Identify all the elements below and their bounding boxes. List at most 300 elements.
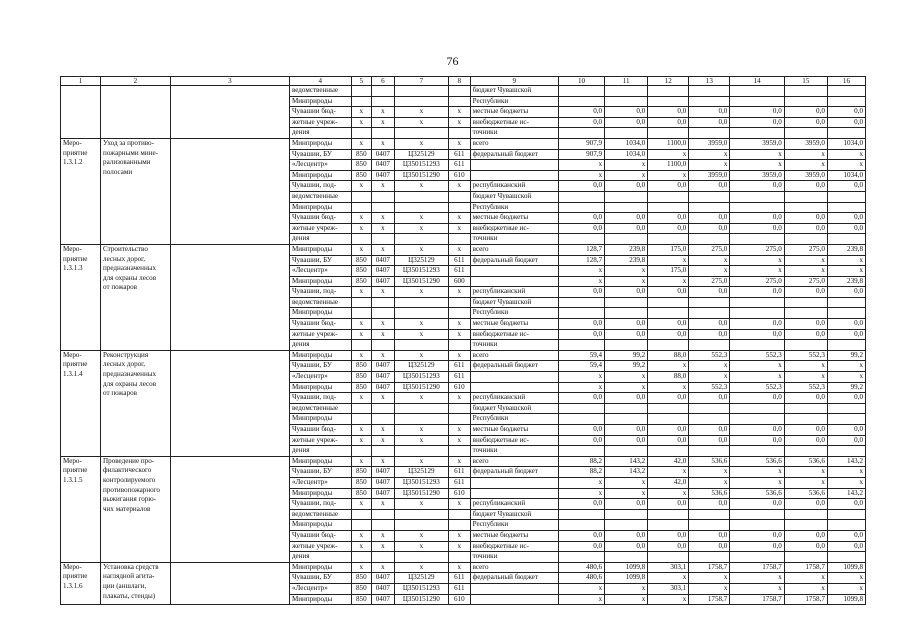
value-cell: x	[648, 255, 689, 266]
funding-source-cell: бюджет Чувашской	[470, 509, 558, 520]
measure-name-cell	[101, 244, 171, 350]
code-cell: x	[372, 244, 395, 255]
value-cell: 275,0	[730, 244, 784, 255]
code-cell	[372, 446, 395, 457]
value-cell	[784, 96, 827, 107]
value-cell	[558, 297, 604, 308]
value-cell: x	[827, 583, 865, 594]
value-cell: x	[648, 488, 689, 499]
value-cell: 0,0	[827, 329, 865, 340]
value-cell: x	[730, 266, 784, 277]
code-cell: x	[449, 562, 471, 573]
measure-name-line: для охраны лесов	[103, 273, 157, 282]
value-cell: 0,0	[827, 223, 865, 234]
code-cell	[449, 520, 471, 531]
code-cell	[351, 520, 372, 531]
responsible-cell: Минприроды	[289, 562, 351, 573]
value-cell: x	[648, 276, 689, 287]
responsible-cell: ведомственные	[289, 403, 351, 414]
funding-source-cell: федеральный бюджет	[470, 573, 558, 584]
value-cell: x	[605, 170, 648, 181]
value-cell	[827, 96, 865, 107]
measure-label-line: Меро-	[63, 562, 82, 571]
value-cell: 99,2	[605, 350, 648, 361]
responsible-cell: Минприроды	[289, 202, 351, 213]
code-cell: Ц325129	[394, 149, 448, 160]
value-cell: 99,2	[827, 350, 865, 361]
value-cell: 0,0	[784, 425, 827, 436]
code-cell: Ц350151290	[394, 594, 448, 605]
value-cell	[784, 191, 827, 202]
code-cell	[351, 509, 372, 520]
value-cell	[730, 202, 784, 213]
code-cell: x	[372, 107, 395, 118]
funding-source-cell: Республики	[470, 96, 558, 107]
value-cell: 0,0	[827, 213, 865, 224]
code-cell: x	[351, 350, 372, 361]
value-cell: 536,6	[784, 456, 827, 467]
code-cell: 600	[449, 276, 471, 287]
code-cell	[449, 202, 471, 213]
value-cell: 0,0	[648, 499, 689, 510]
value-cell: 0,0	[605, 213, 648, 224]
responsible-cell: Минприроды	[289, 96, 351, 107]
responsible-cell: Минприроды	[289, 244, 351, 255]
code-cell: 610	[449, 170, 471, 181]
responsible-cell: Чувашии бюд-	[289, 425, 351, 436]
value-cell	[558, 446, 604, 457]
measure-name-line: Реконструкция	[103, 350, 149, 359]
code-cell: x	[394, 499, 448, 510]
value-cell	[605, 96, 648, 107]
value-cell	[827, 552, 865, 563]
value-cell: 0,0	[648, 107, 689, 118]
measure-name-line: филактического	[103, 466, 152, 475]
value-cell: 275,0	[730, 276, 784, 287]
value-cell: x	[784, 583, 827, 594]
value-cell: x	[558, 266, 604, 277]
value-cell	[827, 520, 865, 531]
value-cell: 0,0	[605, 117, 648, 128]
funding-source-cell: Республики	[470, 202, 558, 213]
header-cell: 6	[372, 77, 395, 86]
code-cell: x	[372, 319, 395, 330]
measure-name-line: Установка средств	[103, 562, 159, 571]
value-cell: x	[605, 488, 648, 499]
value-cell: x	[827, 149, 865, 160]
value-cell: 1100,0	[648, 138, 689, 149]
code-cell: Ц350151290	[394, 488, 448, 499]
code-cell: 850	[351, 255, 372, 266]
value-cell: x	[827, 467, 865, 478]
code-cell: 850	[351, 372, 372, 383]
value-cell: x	[689, 160, 730, 171]
code-cell	[372, 86, 395, 97]
responsible-cell: «Лесцентр»	[289, 477, 351, 488]
value-cell: 536,6	[730, 456, 784, 467]
code-cell	[372, 297, 395, 308]
value-cell: x	[784, 372, 827, 383]
value-cell	[689, 403, 730, 414]
funding-source-cell: точники	[470, 234, 558, 245]
value-cell: x	[689, 467, 730, 478]
responsible-cell: жетные учреж-	[289, 435, 351, 446]
table-row	[61, 350, 866, 361]
code-cell: x	[394, 456, 448, 467]
value-cell	[689, 191, 730, 202]
measure-name-line: от пожаров	[103, 389, 138, 398]
value-cell: 0,0	[784, 329, 827, 340]
measure-label-line: 1.3.1.5	[63, 475, 83, 484]
code-cell: x	[372, 435, 395, 446]
value-cell: x	[827, 255, 865, 266]
code-cell	[351, 202, 372, 213]
code-cell: x	[394, 562, 448, 573]
value-cell: 0,0	[648, 393, 689, 404]
value-cell	[689, 86, 730, 97]
code-cell	[394, 308, 448, 319]
value-cell: 0,0	[827, 541, 865, 552]
value-cell: 42,0	[648, 456, 689, 467]
code-cell	[351, 446, 372, 457]
value-cell: 0,0	[827, 117, 865, 128]
value-cell	[827, 340, 865, 351]
value-cell: 0,0	[730, 319, 784, 330]
value-cell: 175,0	[648, 266, 689, 277]
code-cell: x	[449, 425, 471, 436]
code-cell: x	[351, 562, 372, 573]
value-cell: x	[784, 361, 827, 372]
funding-source-cell: местные бюджеты	[470, 425, 558, 436]
code-cell: x	[372, 138, 395, 149]
value-cell: 3959,0	[689, 170, 730, 181]
measure-name-line: Уход за противо-	[103, 138, 154, 147]
header-cell: 7	[394, 77, 448, 86]
measure-label-line: приятие	[63, 360, 88, 369]
code-cell: x	[449, 117, 471, 128]
code-cell: 0407	[372, 477, 395, 488]
code-cell: x	[351, 138, 372, 149]
code-cell: x	[394, 117, 448, 128]
code-cell: Ц350151290	[394, 276, 448, 287]
measure-label-line: 1.3.1.2	[63, 158, 83, 167]
header-cell: 14	[730, 77, 784, 86]
value-cell: 175,0	[648, 244, 689, 255]
value-cell	[784, 202, 827, 213]
value-cell: 0,0	[689, 223, 730, 234]
code-cell	[449, 446, 471, 457]
responsible-cell: Минприроды	[289, 488, 351, 499]
funding-source-cell: бюджет Чувашской	[470, 191, 558, 202]
funding-source-cell: всего	[470, 562, 558, 573]
value-cell	[730, 128, 784, 139]
value-cell: 275,0	[784, 244, 827, 255]
code-cell	[351, 552, 372, 563]
measure-name-line: полосами	[103, 167, 133, 176]
value-cell: 0,0	[558, 223, 604, 234]
value-cell	[648, 446, 689, 457]
value-cell: 0,0	[605, 530, 648, 541]
value-cell: 0,0	[605, 541, 648, 552]
funding-source-cell	[470, 160, 558, 171]
value-cell: x	[784, 467, 827, 478]
code-cell: 850	[351, 477, 372, 488]
code-cell: x	[372, 329, 395, 340]
value-cell: 0,0	[648, 213, 689, 224]
code-cell: x	[351, 287, 372, 298]
value-cell: 0,0	[648, 541, 689, 552]
code-cell: 611	[449, 477, 471, 488]
value-cell: x	[558, 477, 604, 488]
funding-source-cell: местные бюджеты	[470, 319, 558, 330]
value-cell: x	[605, 594, 648, 605]
value-cell: 0,0	[605, 319, 648, 330]
funding-source-cell: бюджет Чувашской	[470, 86, 558, 97]
code-cell: 0407	[372, 382, 395, 393]
value-cell	[730, 308, 784, 319]
funding-source-cell	[470, 488, 558, 499]
code-cell: 850	[351, 382, 372, 393]
value-cell: 0,0	[689, 435, 730, 446]
code-cell: x	[394, 393, 448, 404]
funding-source-cell	[470, 477, 558, 488]
value-cell: 128,7	[558, 255, 604, 266]
header-cell: 8	[449, 77, 471, 86]
code-cell: x	[394, 223, 448, 234]
measure-name-cell	[101, 138, 171, 244]
code-cell: x	[372, 541, 395, 552]
code-cell	[449, 552, 471, 563]
budget-table	[60, 76, 866, 605]
value-cell: x	[558, 160, 604, 171]
value-cell	[605, 86, 648, 97]
value-cell: 3959,0	[689, 138, 730, 149]
value-cell	[730, 191, 784, 202]
value-cell	[648, 96, 689, 107]
measure-label-line: приятие	[63, 254, 88, 263]
funding-source-cell: республиканский	[470, 499, 558, 510]
value-cell: 99,2	[605, 361, 648, 372]
value-cell	[648, 202, 689, 213]
code-cell: x	[351, 244, 372, 255]
code-cell: x	[351, 319, 372, 330]
value-cell	[558, 128, 604, 139]
code-cell	[351, 308, 372, 319]
funding-source-cell: федеральный бюджет	[470, 255, 558, 266]
header-cell: 13	[689, 77, 730, 86]
value-cell	[648, 297, 689, 308]
code-cell: 0407	[372, 266, 395, 277]
funding-source-cell: республиканский	[470, 181, 558, 192]
value-cell: 1758,7	[784, 594, 827, 605]
code-cell: 611	[449, 573, 471, 584]
value-cell: x	[605, 276, 648, 287]
value-cell	[689, 234, 730, 245]
code-cell: x	[372, 393, 395, 404]
measure-name-line: от пожаров	[103, 283, 138, 292]
value-cell	[827, 414, 865, 425]
code-cell: x	[394, 435, 448, 446]
value-cell: x	[605, 372, 648, 383]
measure-label-cell	[61, 244, 101, 350]
value-cell	[558, 308, 604, 319]
value-cell: x	[827, 477, 865, 488]
value-cell	[784, 509, 827, 520]
value-cell	[648, 552, 689, 563]
code-cell: 610	[449, 594, 471, 605]
code-cell: x	[394, 244, 448, 255]
value-cell: x	[605, 160, 648, 171]
value-cell: 480,6	[558, 573, 604, 584]
code-cell: x	[372, 223, 395, 234]
code-cell: x	[372, 562, 395, 573]
code-cell	[351, 86, 372, 97]
code-cell: x	[351, 393, 372, 404]
code-cell: x	[394, 530, 448, 541]
responsible-cell: «Лесцентр»	[289, 160, 351, 171]
measure-name-line: чих материалов	[103, 504, 151, 513]
code-cell: x	[351, 435, 372, 446]
value-cell: 0,0	[827, 435, 865, 446]
value-cell: 275,0	[689, 276, 730, 287]
code-cell: x	[449, 530, 471, 541]
funding-source-cell: внебюджетные ис-	[470, 435, 558, 446]
funding-source-cell: точники	[470, 340, 558, 351]
value-cell	[784, 446, 827, 457]
value-cell	[648, 509, 689, 520]
code-cell: 0407	[372, 573, 395, 584]
value-cell: x	[689, 583, 730, 594]
value-cell: 88,0	[648, 350, 689, 361]
header-cell: 9	[470, 77, 558, 86]
code-cell	[351, 96, 372, 107]
code-cell: 610	[449, 382, 471, 393]
code-cell: x	[394, 287, 448, 298]
responsible-cell: Чувашии бюд-	[289, 213, 351, 224]
value-cell: x	[558, 372, 604, 383]
value-cell: x	[730, 149, 784, 160]
measure-label-line: приятие	[63, 148, 88, 157]
responsible-cell: жетные учреж-	[289, 329, 351, 340]
value-cell: x	[730, 372, 784, 383]
measure-name-line: для охраны лесов	[103, 379, 157, 388]
value-cell: x	[689, 266, 730, 277]
value-cell: 0,0	[558, 287, 604, 298]
code-cell: Ц325129	[394, 255, 448, 266]
code-cell	[351, 414, 372, 425]
code-cell: Ц325129	[394, 361, 448, 372]
value-cell: 552,3	[730, 350, 784, 361]
value-cell: 907,9	[558, 149, 604, 160]
value-cell: x	[784, 149, 827, 160]
responsible-cell: Минприроды	[289, 350, 351, 361]
value-cell: 0,0	[827, 181, 865, 192]
value-cell: 0,0	[730, 435, 784, 446]
responsible-cell: Минприроды	[289, 520, 351, 531]
code-cell: Ц350151290	[394, 382, 448, 393]
value-cell: 0,0	[730, 287, 784, 298]
funding-source-cell	[470, 266, 558, 277]
value-cell: 0,0	[558, 393, 604, 404]
value-cell: 0,0	[784, 117, 827, 128]
measure-label-line: Меро-	[63, 138, 82, 147]
value-cell: 0,0	[784, 499, 827, 510]
value-cell: 0,0	[689, 393, 730, 404]
value-cell: 99,2	[827, 382, 865, 393]
value-cell: 0,0	[605, 223, 648, 234]
value-cell	[784, 128, 827, 139]
funding-source-cell: всего	[470, 350, 558, 361]
value-cell	[558, 202, 604, 213]
code-cell	[394, 403, 448, 414]
responsible-cell: Чувашии, под-	[289, 287, 351, 298]
value-cell: x	[827, 160, 865, 171]
value-cell	[730, 446, 784, 457]
value-cell: x	[730, 160, 784, 171]
code-cell	[449, 509, 471, 520]
code-cell: 611	[449, 467, 471, 478]
value-cell	[648, 340, 689, 351]
code-cell	[394, 446, 448, 457]
code-cell	[449, 86, 471, 97]
value-cell	[605, 403, 648, 414]
value-cell: 0,0	[689, 319, 730, 330]
responsible-cell: Минприроды	[289, 594, 351, 605]
value-cell: 0,0	[784, 530, 827, 541]
responsible-cell: ведомственные	[289, 191, 351, 202]
code-cell: x	[394, 329, 448, 340]
value-cell: 0,0	[558, 499, 604, 510]
code-cell: x	[449, 107, 471, 118]
measure-label-cell	[61, 138, 101, 244]
value-cell	[827, 297, 865, 308]
funding-source-cell: местные бюджеты	[470, 530, 558, 541]
code-cell	[372, 234, 395, 245]
value-cell: 0,0	[784, 541, 827, 552]
code-cell: 850	[351, 488, 372, 499]
value-cell: 0,0	[648, 530, 689, 541]
measure-name-cell	[101, 562, 171, 604]
value-cell: 0,0	[730, 499, 784, 510]
value-cell: 0,0	[827, 425, 865, 436]
code-cell: x	[372, 287, 395, 298]
value-cell	[648, 414, 689, 425]
value-cell: x	[784, 255, 827, 266]
value-cell	[730, 552, 784, 563]
value-cell: 0,0	[605, 329, 648, 340]
code-cell	[394, 128, 448, 139]
code-cell	[449, 96, 471, 107]
code-cell: 611	[449, 583, 471, 594]
code-cell: x	[449, 541, 471, 552]
measure-label-line: Меро-	[63, 244, 82, 253]
code-cell	[394, 520, 448, 531]
value-cell: 0,0	[648, 425, 689, 436]
value-cell: 0,0	[605, 393, 648, 404]
code-cell: x	[372, 181, 395, 192]
code-cell: 850	[351, 160, 372, 171]
value-cell	[730, 86, 784, 97]
value-cell: 303,1	[648, 583, 689, 594]
header-cell: 15	[784, 77, 827, 86]
funding-source-cell: республиканский	[470, 393, 558, 404]
value-cell: 1758,7	[784, 562, 827, 573]
value-cell	[784, 403, 827, 414]
code-cell: 850	[351, 266, 372, 277]
responsible-cell: ведомственные	[289, 297, 351, 308]
value-cell	[689, 96, 730, 107]
responsible-cell: Чувашии бюд-	[289, 530, 351, 541]
